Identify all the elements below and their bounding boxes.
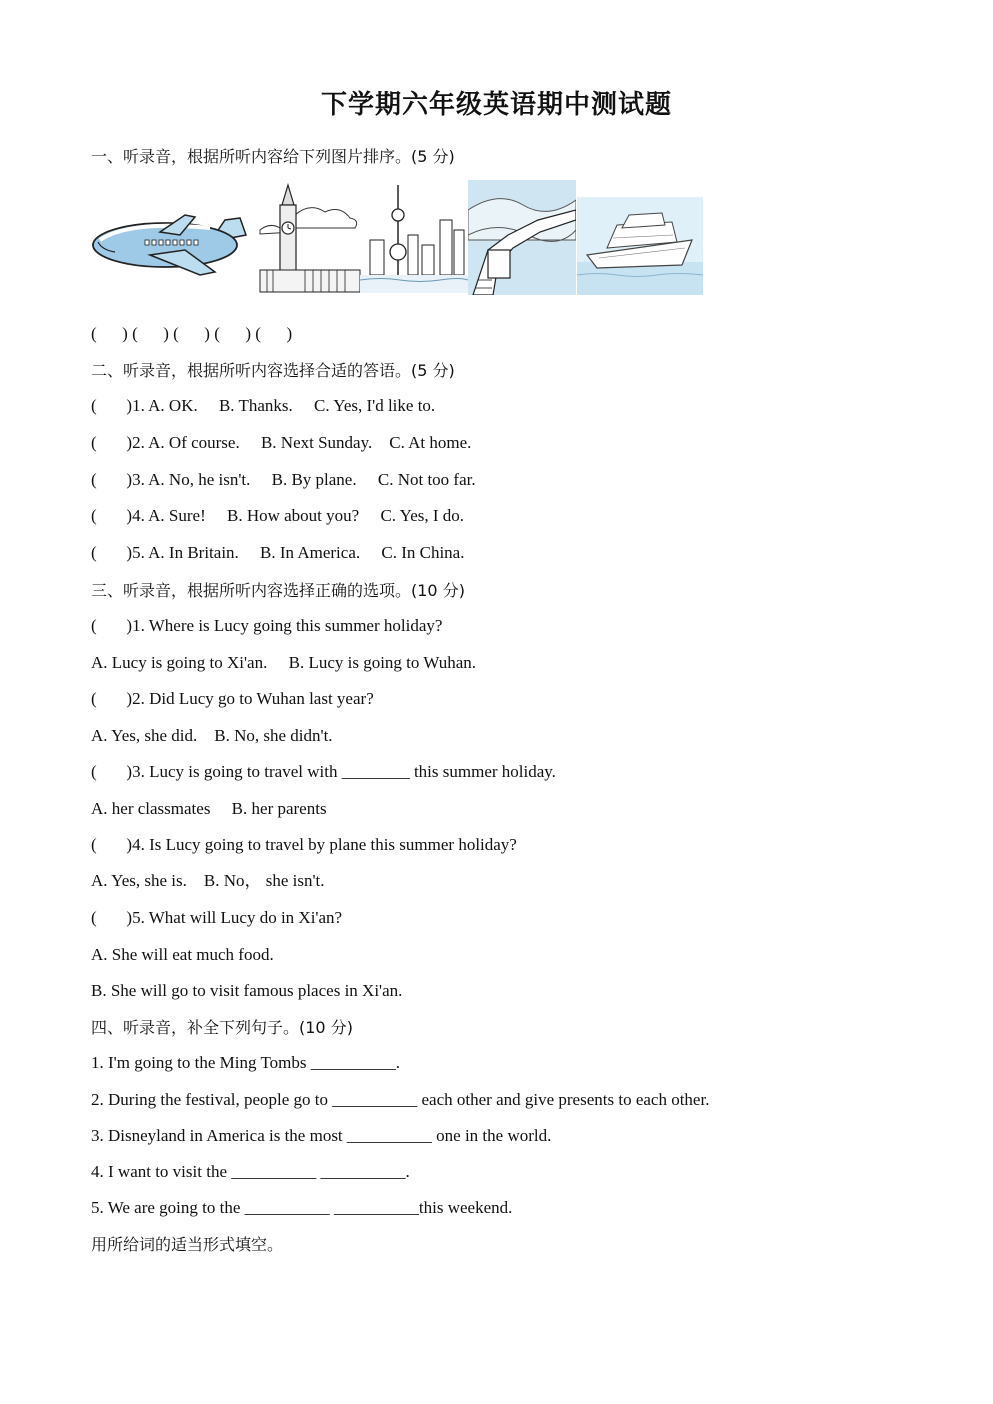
section3-line: ( )2. Did Lucy go to Wuhan last year? [91,689,374,708]
section2-item: ( )5. A. In Britain. B. In America. C. In China. [91,543,465,562]
great-wall-icon [468,180,576,295]
section3-line: A. Yes, she did. B. No, she didn't. [91,726,333,745]
section2-item: ( )2. A. Of course. B. Next Sunday. C. At home. [91,433,472,452]
section4-heading: 四、听录音，补全下列句子。(10 分) [91,1018,353,1037]
section3-line: ( )5. What will Lucy do in Xi'an? [91,908,343,927]
section2-item: ( )4. A. Sure! B. How about you? C. Yes, I do. [91,506,465,525]
section4-item: 4. I want to visit the __________ __________. [91,1162,410,1181]
section3-line: A. Yes, she is. B. No， she isn't. [91,871,325,890]
plane-icon [90,180,250,295]
section4-item: 2. During the festival, people go to __________ each other and give presents to each other. [91,1090,710,1109]
section3-line: B. She will go to visit famous places in Xi'an. [91,981,403,1000]
city-skyline-icon [360,180,468,295]
section3-line: A. Lucy is going to Xi'an. B. Lucy is going to Wuhan. [91,653,477,672]
section2-item: ( )1. A. OK. B. Thanks. C. Yes, I'd like to. [91,396,436,415]
section3-line: ( )3. Lucy is going to travel with ________ this summer holiday. [91,762,556,781]
section3-line: ( )1. Where is Lucy going this summer holiday? [91,616,443,635]
section2-heading: 二、听录音，根据所听内容选择合适的答语。(5 分) [91,361,455,380]
section1-heading: 一、听录音，根据所听内容给下列图片排序。(5 分) [91,147,455,166]
cruise-ship-icon [577,180,703,295]
section4-item: 1. I'm going to the Ming Tombs __________. [91,1053,400,1072]
section3-heading: 三、听录音，根据所听内容选择正确的选项。(10 分) [91,581,465,600]
section5-heading: 用所给词的适当形式填空。 [91,1235,284,1254]
page-title: 下学期六年级英语期中测试题 [320,90,672,120]
section3-line: ( )4. Is Lucy going to travel by plane this summer holiday? [91,835,517,854]
picture-answer-row: ( ) ( ) ( ) ( ) ( ) [91,324,293,343]
section4-item: 3. Disneyland in America is the most __________ one in the world. [91,1126,552,1145]
section3-line: A. her classmates B. her parents [91,799,327,818]
section2-item: ( )3. A. No, he isn't. B. By plane. C. Not too far. [91,470,476,489]
section4-item: 5. We are going to the __________ __________this weekend. [91,1198,513,1217]
section3-line: A. She will eat much food. [91,945,274,964]
picture-strip [90,180,705,295]
big-ben-icon [255,180,365,295]
